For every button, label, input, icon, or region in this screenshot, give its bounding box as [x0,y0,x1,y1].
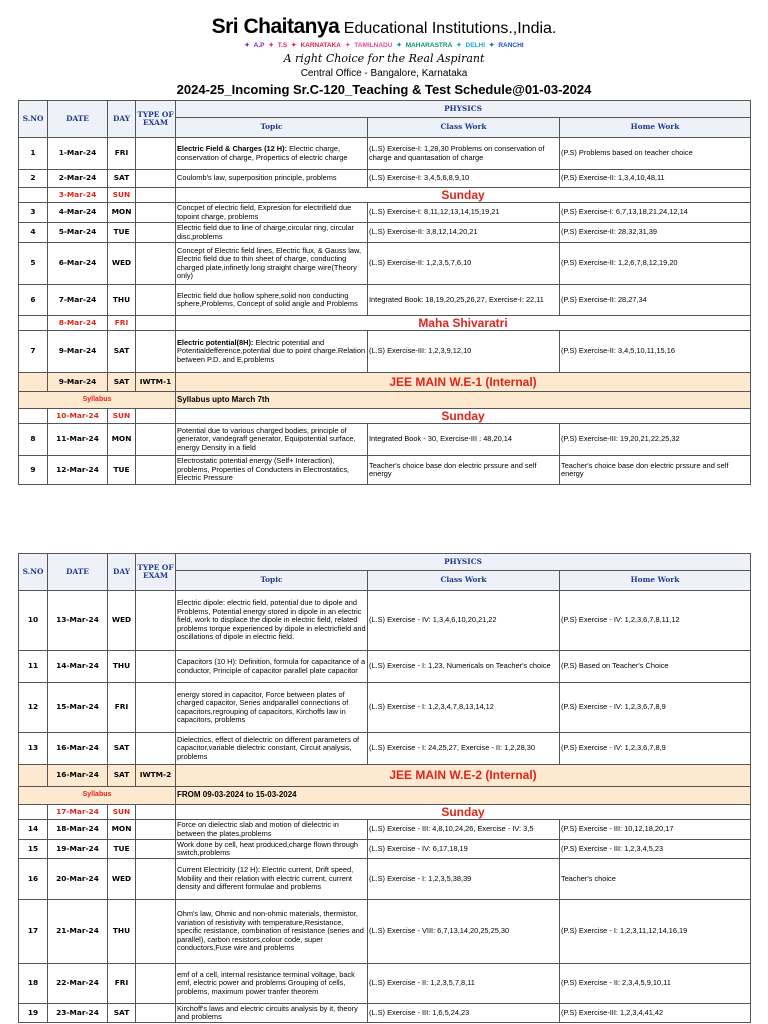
row-type [136,859,176,900]
star-icon: ✦ [291,42,299,49]
star-icon: ✦ [489,42,497,49]
row-date: 17-Mar-24 [48,805,108,820]
schedule-row [19,424,751,456]
col-homework: Home Work [560,571,751,591]
row-day: FRI [108,964,136,1004]
row-date: 14-Mar-24 [48,651,108,683]
row-classwork: (L.S) Exercise - I: 24,25,27, Exercise - II: 1,2,28,30 [368,733,560,765]
schedule-row [19,331,751,373]
schedule-row [19,900,751,964]
row-date: 6-Mar-24 [48,243,108,285]
topic-text: Electrostatic potential energy (Self+ Interaction), problems, Properties of Conducters in Electrostatics, Electric Pressure [177,456,350,483]
row-classwork: (L.S) Exercise - IV: 6,17,18,19 [368,840,560,859]
topic-text: Electric charge, conservation of charge, Propertics of electric charge [177,144,348,162]
exam-banner: JEE MAIN W.E-2 (Internal) [176,765,751,787]
row-classwork: Integrated Book - 30, Exercise-III : 48,20,14 [368,424,560,456]
col-day: DAY [108,101,136,138]
row-sno: 13 [19,733,48,765]
topic-text: Electric field due to line of charge,circular ring, circular disc,problems [177,223,355,241]
row-day: TUE [108,840,136,859]
row-sno: 3 [19,203,48,223]
row-type [136,683,176,733]
state-label: RANCHI [498,42,524,49]
row-date: 13-Mar-24 [48,591,108,651]
row-sno [19,373,48,392]
schedule-row [19,138,751,170]
topic-text: Dielectrics, effect of dielectric on different parameters of capacitor,variable dielectric constant, Circuit analysis, problems [177,734,360,761]
schedule-row [19,203,751,223]
col-day: DAY [108,554,136,591]
row-classwork: (L.S) Exercise - I: 1,23, Numericals on Teacher's choice [368,651,560,683]
exam-row [19,373,751,392]
row-sno: 9 [19,456,48,485]
col-sno: S.NO [19,554,48,591]
state-item [290,42,342,49]
row-classwork: (L.S) Exercise-I: 1,28,30 Problems on conservation of charge and quantasation of charge [368,138,560,170]
row-type [136,188,176,203]
star-icon: ✦ [244,42,252,49]
row-topic [176,223,368,243]
tagline: A right Choice for the Real Aspirant [283,52,485,65]
row-day: SAT [108,170,136,188]
row-date: 9-Mar-24 [48,373,108,392]
row-classwork: (L.S) Exercise-II: 1,2,3,5,7,6,10 [368,243,560,285]
state-item [395,42,453,49]
syllabus-text: FROM 09-03-2024 to 15-03-2024 [176,787,751,805]
exam-banner: JEE MAIN W.E-1 (Internal) [176,373,751,392]
row-date: 22-Mar-24 [48,964,108,1004]
row-homework: (P.S) Exercise-III: 19,20,21,22,25,32 [560,424,751,456]
row-topic [176,243,368,285]
row-topic [176,170,368,188]
schedule-row [19,964,751,1004]
schedule-row [19,820,751,840]
row-classwork: (L.S) Exercise - IV: 1,3,4,6,10,20,21,22 [368,591,560,651]
row-topic [176,1004,368,1023]
row-day: SUN [108,188,136,203]
row-type [136,138,176,170]
brand-main: Sri Chaitanya [211,15,340,38]
row-type [136,243,176,285]
row-homework: (P.S) Exercise-II: 28,27,34 [560,285,751,316]
syllabus-label: Syllabus [19,787,176,805]
syllabus-row [19,392,751,409]
row-type [136,316,176,331]
topic-text: Concept of Electric field lines, Electric flux, & Gauss law, Electric field due to thin sheet of charge, conducting charged plate,infinetly long straight charge wire(Theory only) [177,245,362,280]
row-sno: 17 [19,900,48,964]
state-label: T.S [277,42,288,49]
row-topic [176,203,368,223]
row-sno: 8 [19,424,48,456]
row-type [136,820,176,840]
row-homework: (P.S) Exercise - IV: 1,2,3,6,7,8,9 [560,683,751,733]
row-day: FRI [108,683,136,733]
row-classwork: (L.S) Exercise - I: 1,2,3,4,7,8,13,14,12 [368,683,560,733]
state-item [455,42,486,49]
row-type [136,900,176,964]
col-date: DATE [48,554,108,591]
state-item [488,42,525,49]
row-classwork: (L.S) Exercise-II: 3,8,12,14,20,21 [368,223,560,243]
row-type: IWTM-1 [136,373,176,392]
topic-heading: Electric potential(8H): [177,337,254,347]
row-homework: (P.S) Exercise-I: 6,7,13,18,21,24,12,14 [560,203,751,223]
col-homework: Home Work [560,118,751,138]
row-sno: 10 [19,591,48,651]
schedule-row [19,1004,751,1023]
row-day: SAT [108,733,136,765]
row-type [136,840,176,859]
row-homework: (P.S) Exercise - III: 1,2,3,4,5,23 [560,840,751,859]
row-homework: Teacher's choice [560,859,751,900]
row-date: 4-Mar-24 [48,203,108,223]
topic-text: Electric dipole: electric field, potential due to dipole and Problems, Potential energy stored in dipole in an electric field, work to displace the dipole in electric field, related problems torque experienced by dipole in electricfield and oscillations of dipole in electric field. [177,598,366,642]
row-topic [176,285,368,316]
topic-text: Electric potential and Potentialdefference,potential due to point charge.Relation between P.D. and E,problems [177,337,366,364]
row-homework: Teacher's choice base don electric prssure and self energy [560,456,751,485]
holiday-row [19,805,751,820]
topic-heading: Electric Field & Charges (12 H): [177,144,288,154]
holiday-banner: Sunday [176,805,751,820]
row-sno: 7 [19,331,48,373]
col-type: TYPE OF EXAM [136,554,176,591]
row-classwork: (L.S) Exercise-III: 1,2,3,9,12,10 [368,331,560,373]
row-type [136,651,176,683]
row-day: SUN [108,409,136,424]
row-topic [176,456,368,485]
row-date: 16-Mar-24 [48,765,108,787]
row-date: 11-Mar-24 [48,424,108,456]
schedule-row [19,591,751,651]
row-sno: 12 [19,683,48,733]
topic-text: Concpet of electric field, Expresion for electrifield due topoint charge, problems [177,203,352,221]
row-topic [176,859,368,900]
holiday-row [19,316,751,331]
row-homework: (P.S) Exercise - I: 1,2,3,11,12,14,16,19 [560,900,751,964]
row-topic [176,820,368,840]
row-topic [176,424,368,456]
row-day: THU [108,285,136,316]
row-topic [176,138,368,170]
row-date: 21-Mar-24 [48,900,108,964]
state-list [0,41,768,49]
row-sno: 6 [19,285,48,316]
row-topic [176,840,368,859]
row-date: 3-Mar-24 [48,188,108,203]
topic-text: energy stored in capacitor, Force between plates of charged capacitor, Series andparallel connections of capacitors,regrouping of capacitors, Kirchoffs law in capacitors, problems [177,689,349,724]
state-label: A.P [253,42,265,49]
schedule-row [19,651,751,683]
row-homework: (P.S) Exercise - IV: 1,2,3,6,7,8,9 [560,733,751,765]
row-day: THU [108,651,136,683]
schedule-row [19,170,751,188]
schedule-row [19,223,751,243]
central-office: Central Office - Bangalore, Karnataka [300,68,468,79]
syllabus-label: Syllabus [19,392,176,409]
row-type [136,1004,176,1023]
row-date: 23-Mar-24 [48,1004,108,1023]
institution-brand [0,14,768,42]
state-label: KARNATAKA [300,42,341,49]
holiday-banner: Sunday [176,188,751,203]
schedule-row [19,243,751,285]
schedule-row [19,733,751,765]
row-date: 15-Mar-24 [48,683,108,733]
state-label: MAHARASTRA [405,42,453,49]
document-header [0,0,768,100]
row-topic [176,733,368,765]
star-icon: ✦ [396,42,404,49]
row-day: SAT [108,331,136,373]
state-label: TAMILNADU [354,42,393,49]
row-day: WED [108,591,136,651]
topic-text: Work done by cell, heat produced,charge flown through switch,problems [177,839,359,857]
row-sno: 5 [19,243,48,285]
row-date: 10-Mar-24 [48,409,108,424]
row-sno: 4 [19,223,48,243]
header-row-subject [19,554,751,571]
topic-text: Coulomb's law, superposition principle, problems [177,173,337,183]
row-sno: 14 [19,820,48,840]
row-type [136,591,176,651]
row-homework: (P.S) Exercise-II: 3,4,5,10,11,15,16 [560,331,751,373]
row-date: 8-Mar-24 [48,316,108,331]
row-sno: 16 [19,859,48,900]
row-day: SAT [108,1004,136,1023]
row-date: 12-Mar-24 [48,456,108,485]
row-type [136,203,176,223]
holiday-banner: Sunday [176,409,751,424]
topic-text: emf of a cell, internal resistance terminal voltage, back emf, electric power and problems Grouping of cells, problems, maximum power tranfer theorem [177,969,355,996]
row-day: SAT [108,765,136,787]
row-type [136,733,176,765]
row-date: 16-Mar-24 [48,733,108,765]
row-type [136,223,176,243]
state-item [268,42,289,49]
schedule-row [19,683,751,733]
holiday-banner: Maha Shivaratri [176,316,751,331]
row-sno: 18 [19,964,48,1004]
row-homework: (P.S) Exercise-II: 1,3,4,10,48,11 [560,170,751,188]
row-sno: 11 [19,651,48,683]
row-classwork: (L.S) Exercise - I: 1,2,3,5,38,39 [368,859,560,900]
row-homework: (P.S) Exercise-II: 1,2,6,7,8,12,19,20 [560,243,751,285]
row-date: 9-Mar-24 [48,331,108,373]
holiday-row [19,188,751,203]
row-type [136,805,176,820]
row-sno: 1 [19,138,48,170]
star-icon: ✦ [345,42,353,49]
row-day: TUE [108,223,136,243]
row-day: MON [108,820,136,840]
schedule-row [19,285,751,316]
row-topic [176,900,368,964]
row-classwork: Teacher's choice base don electric prssure and self energy [368,456,560,485]
topic-text: Ohm's law, Ohmic and non-ohmic materials, thermistor, variation of resistivity with temperature,Resistance, specific resistance, combination of resistance (series and parallel), carbon resistors,colour code, super conductors,Fuse wire and problems [177,909,364,953]
holiday-row [19,409,751,424]
row-sno: 19 [19,1004,48,1023]
topic-text: Current Electricity (12 H): Electric current, Drift speed, Mobility and their relation with electric current, current density and different formulae and problems [177,865,354,892]
row-sno [19,805,48,820]
topic-text: Capacitors (10 H): Definition, formula for capacitance of a conductor, Principle of capacitor parallel plate capacitor [177,657,366,675]
col-type: TYPE OF EXAM [136,101,176,138]
schedule-row [19,840,751,859]
row-topic [176,651,368,683]
state-label: DELHI [465,42,486,49]
schedule-row [19,859,751,900]
row-topic [176,591,368,651]
row-type [136,456,176,485]
state-item [243,42,265,49]
row-homework: (P.S) Exercise-II: 28,32,31,39 [560,223,751,243]
schedule-title: 2024-25_Incoming Sr.C-120_Teaching & Test Schedule@01-03-2024 [176,82,592,97]
row-date: 20-Mar-24 [48,859,108,900]
col-subject: PHYSICS [176,101,751,118]
exam-row [19,765,751,787]
row-date: 2-Mar-24 [48,170,108,188]
col-classwork: Class Work [368,571,560,591]
row-type [136,424,176,456]
row-classwork: (L.S) Exercise - VIII: 6,7,13,14,20,25,25,30 [368,900,560,964]
row-topic [176,331,368,373]
topic-text: Potential due to various charged bodies, principle of generator, vandegraff generator, Equipotential surface, energy Density in a field [177,425,356,452]
row-date: 7-Mar-24 [48,285,108,316]
row-sno: 15 [19,840,48,859]
row-homework: (P.S) Exercise-III: 1,2,3,4,41,42 [560,1004,751,1023]
row-classwork: Integrated Book: 18,19,20,25,26,27, Exercise-I: 22,11 [368,285,560,316]
row-classwork: (L.S) Exercise-I: 8,11,12,13,14,15,19,21 [368,203,560,223]
state-item [344,42,393,49]
row-date: 5-Mar-24 [48,223,108,243]
topic-text: Kirchoff's laws and electric circuits analysis by it, theory and problems [177,1003,358,1021]
row-topic [176,683,368,733]
row-day: MON [108,203,136,223]
row-sno [19,188,48,203]
schedule-table-1 [18,100,751,485]
row-homework: (P.S) Exercise - II: 2,3,4,5,9,10,11 [560,964,751,1004]
row-day: TUE [108,456,136,485]
row-date: 1-Mar-24 [48,138,108,170]
col-sno: S.NO [19,101,48,138]
row-day: WED [108,859,136,900]
row-day: THU [108,900,136,964]
topic-text: Force on dielectric slab and motion of dielectric in between the plates,problems [177,820,339,838]
row-day: MON [108,424,136,456]
brand-sub: Educational Institutions.,India. [343,20,557,37]
row-sno [19,409,48,424]
row-day: WED [108,243,136,285]
row-homework: (P.S) Exercise - III: 10,12,18,20,17 [560,820,751,840]
schedule-table-2 [18,553,751,1023]
col-subject: PHYSICS [176,554,751,571]
row-type: IWTM-2 [136,765,176,787]
row-classwork: (L.S) Exercise - II: 1,2,3,5,7,8,11 [368,964,560,1004]
row-type [136,964,176,1004]
row-topic [176,964,368,1004]
topic-text: Electric field due hollow sphere,solid non conducting sphere,Problems, Concept of solid angle and Problems [177,290,358,308]
row-classwork: (L.S) Exercise-I: 3,4,5,6,8,9,10 [368,170,560,188]
row-day: SUN [108,805,136,820]
row-homework: (P.S) Based on Teacher's Choice [560,651,751,683]
row-day: FRI [108,316,136,331]
row-homework: (P.S) Exercise - IV: 1,2,3,6,7,8,11,12 [560,591,751,651]
row-sno: 2 [19,170,48,188]
header-row-subject [19,101,751,118]
syllabus-row [19,787,751,805]
row-day: SAT [108,373,136,392]
col-topic: Topic [176,571,368,591]
row-homework: (P.S) Problems based on teacher choice [560,138,751,170]
row-type [136,331,176,373]
row-classwork: (L.S) Exercise - III: 1,6,5,24,23 [368,1004,560,1023]
row-sno [19,765,48,787]
row-classwork: (L.S) Exercise - III: 4,8,10,24,26, Exercise - IV: 3,5 [368,820,560,840]
row-type [136,170,176,188]
syllabus-text: Syllabus upto March 7th [176,392,751,409]
star-icon: ✦ [268,42,276,49]
row-sno [19,316,48,331]
row-date: 19-Mar-24 [48,840,108,859]
col-date: DATE [48,101,108,138]
row-day: FRI [108,138,136,170]
star-icon: ✦ [456,42,464,49]
col-classwork: Class Work [368,118,560,138]
row-date: 18-Mar-24 [48,820,108,840]
col-topic: Topic [176,118,368,138]
schedule-row [19,456,751,485]
row-type [136,285,176,316]
row-type [136,409,176,424]
